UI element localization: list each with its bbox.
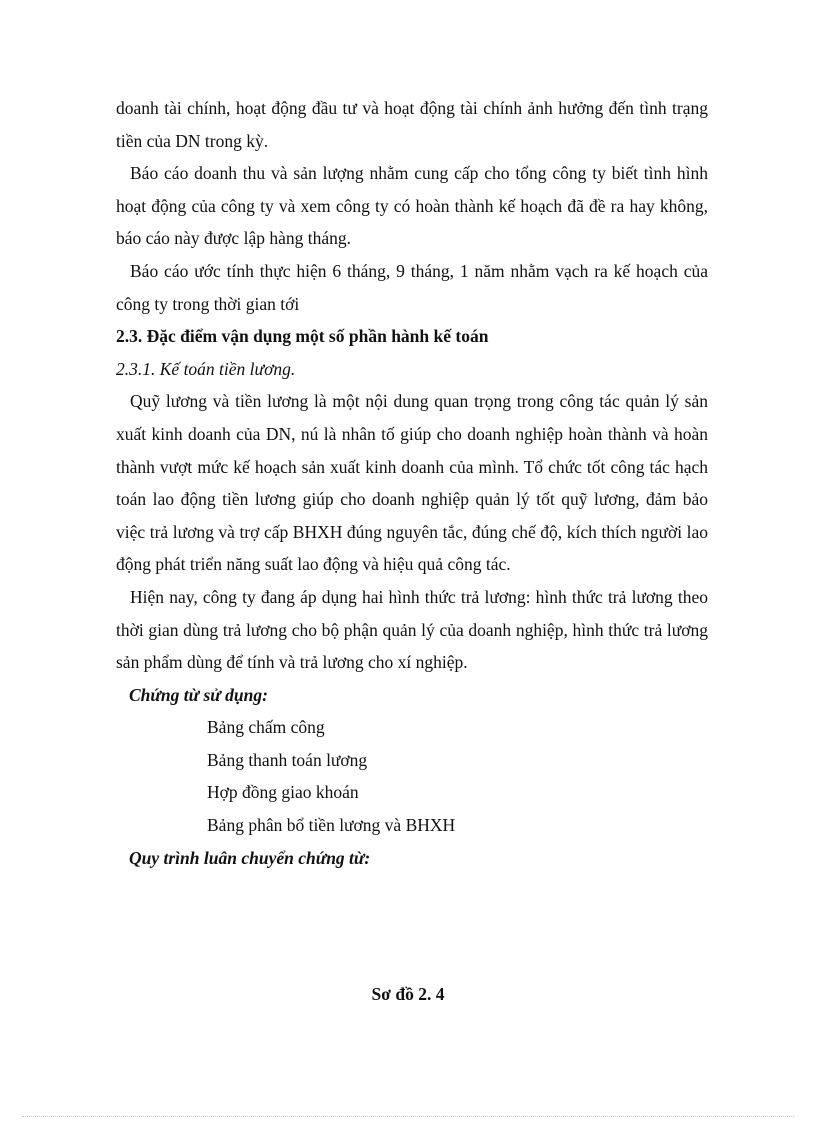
page-content <box>116 92 708 874</box>
page-bottom-divider <box>22 1116 794 1117</box>
list-item: Bảng thanh toán lương <box>207 749 368 770</box>
workflow-label: Quy trình luân chuyển chứng từ: <box>129 847 371 868</box>
paragraph-estimate-report: Báo cáo ước tính thực hiện 6 tháng, 9 tháng, 1 năm nhằm vạch ra kế hoạch của công ty trong thời gian tới <box>116 260 708 314</box>
subsection-heading: 2.3.1. Kế toán tiền lương. <box>116 358 296 379</box>
paragraph-revenue-report: Báo cáo doanh thu và sản lượng nhằm cung cấp cho tổng công ty biết tình hình hoạt động của công ty và xem công ty có hoàn thành kế hoạch đã đề ra hay không, báo cáo này được lập hàng tháng. <box>116 163 708 249</box>
documents-used-label: Chứng từ sử dụng: <box>129 684 268 705</box>
paragraph-financial-activities: doanh tài chính, hoạt động đầu tư và hoạt động tài chính ảnh hưởng đến tình trạng tiền của DN trong kỳ. <box>116 98 708 151</box>
section-heading: 2.3. Đặc điểm vận dụng một số phần hành kế toán <box>116 326 489 347</box>
list-item: Bảng chấm công <box>207 717 325 738</box>
paragraph-salary-fund: Quỹ lương và tiền lương là một nội dung quan trọng trong công tác quản lý sản xuất kinh doanh của DN, nú là nhân tố giúp cho doanh nghiệp hoàn thành và hoàn thành vượt mức kế hoạch sản xuất kinh doanh của mình. Tổ chức tốt công tác hạch toán lao động tiền lương giúp cho doanh nghiệp quản lý tốt quỹ lương, đảm bảo việc trả lương và trợ cấp BHXH đúng nguyên tắc, đúng chế độ, kích thích người lao động phát triển năng suất lao động và hiệu quả công tác. <box>116 391 708 575</box>
list-item: Bảng phân bổ tiền lương và BHXH <box>207 815 456 836</box>
paragraph-payment-forms: Hiện nay, công ty đang áp dụng hai hình thức trả lương: hình thức trả lương theo thời gian dùng trả lương cho bộ phận quản lý của doanh nghiệp, hình thức trả lương sản phẩm dùng để tính và trả lương cho xí nghiệp. <box>116 586 708 673</box>
list-item: Hợp đồng giao khoán <box>207 782 359 803</box>
documents-list <box>116 711 708 841</box>
diagram-caption: Sơ đồ 2. 4 <box>371 984 445 1004</box>
